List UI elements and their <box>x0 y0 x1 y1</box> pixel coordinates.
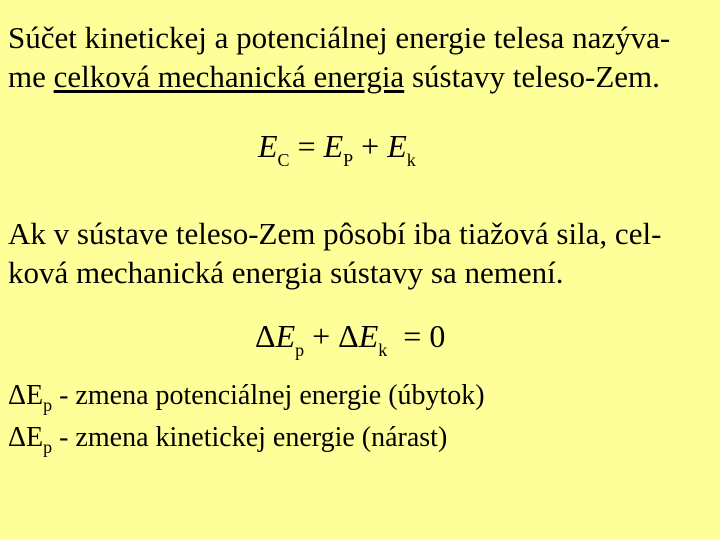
eq1-lhs-sub: C <box>277 150 290 170</box>
legend-symbol: ΔE <box>8 422 44 453</box>
conservation-equation <box>255 318 445 361</box>
eq1-term1-sub: P <box>343 150 354 170</box>
intro-line-1: Súčet kinetickej a potenciálnej energie telesa nazýva- <box>8 20 671 55</box>
eq2-term1: E <box>275 318 296 354</box>
eq2-equals: = <box>403 318 422 354</box>
defined-term: celková mechanická energia <box>53 59 405 94</box>
intro-paragraph <box>8 18 713 96</box>
legend-text: - zmena kinetickej energie (nárast) <box>52 422 448 453</box>
intro-line-2-suffix: sústavy teleso-Zem. <box>404 59 660 94</box>
intro-line-2 <box>8 57 713 96</box>
intro-line-2-prefix: me <box>8 59 54 94</box>
conservation-paragraph <box>8 214 713 292</box>
eq1-term1: E <box>323 128 344 164</box>
eq2-plus: + <box>312 318 331 354</box>
eq1-term2-sub: k <box>406 150 416 170</box>
legend-symbol: ΔE <box>8 380 44 411</box>
eq1-term2: E <box>387 128 407 164</box>
conservation-line-1: Ak v sústave teleso-Zem pôsobí iba tiažová sila, cel- <box>8 216 662 251</box>
eq2-term1-sub: p <box>295 340 305 360</box>
eq2-delta-1: Δ <box>255 318 276 354</box>
eq2-delta-2: Δ <box>338 318 359 354</box>
total-energy-equation <box>258 128 416 171</box>
conservation-line-2: ková mechanická energia sústavy sa nemení. <box>8 255 564 290</box>
eq1-lhs: E <box>258 128 278 164</box>
legend-text: - zmena potenciálnej energie (úbytok) <box>52 380 485 411</box>
eq1-equals: = <box>297 128 316 164</box>
legend-symbol-sub: p <box>43 437 53 457</box>
eq1-plus: + <box>361 128 380 164</box>
legend-item-kinetic <box>8 418 447 467</box>
eq2-rhs: 0 <box>429 318 446 354</box>
eq2-term2-sub: k <box>378 340 388 360</box>
legend-symbol-sub: p <box>43 395 53 415</box>
eq2-term2: E <box>358 318 379 354</box>
